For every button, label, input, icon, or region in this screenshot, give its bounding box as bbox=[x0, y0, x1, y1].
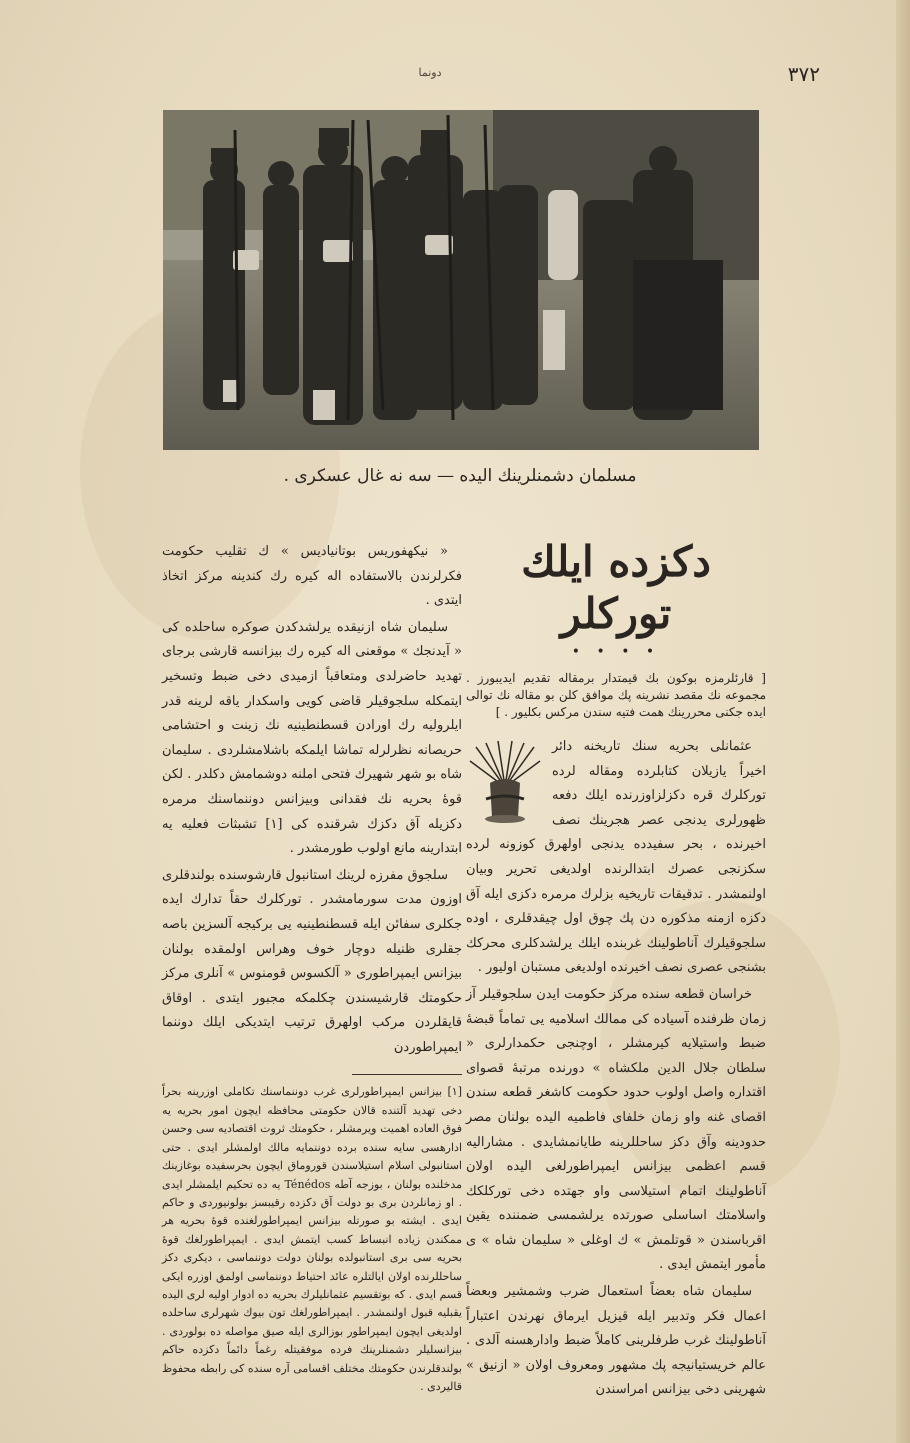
page-number: ٣٧٢ bbox=[787, 62, 820, 86]
running-head: دونما bbox=[418, 66, 442, 79]
paragraph: « نیكهفوریس بوتانیادیس » ك تقلیب حكومت فكرلرندن بالاستفاده اله كیره رك كندینه مركز اتخاذ ایتدی . bbox=[162, 544, 462, 609]
paragraph: سلیمان شاه ازنیقده یرلشدكدن صوكره ساحلده كی « آیدنجك » موقعنی اله كیره رك بیزانسه قارشی برجای تهدید حاضرلدی ومتعاقباً ازمیدی دخی ضبط وتسخیر ایتمكله سلجوقیلر قاضی كویی واسكدار یاقه لرینه قدر ایلرولیه رك اورادن قسطنطینیه نك زینت و احتشامی حریصانه نظرلرله تماشا ایلمكه باشلامشلردی . سلیمان شاه بو شهر شهیرك فتحی املنه دوشمامش دكلدر . لكن قوهٔ بحریه نك فقدانی وبیزانس دوننماسنك مرمره دكزیله آق دكزك شرقنده كی [١] تشبثات فعلیه یه ابتدارینه مانع اولوب طورمشدر . bbox=[162, 619, 463, 857]
paragraph: سلجوق مفرزه لرینك استانبول قارشوسنده بولندقلری اوزون مدت سورمامشدر . توركلرك حقاً تدارك ایده جكلری سفائن ایله قسطنطینیه یی بركیجه آلسزین باصه جقلری ظنیله دوچار خوف وهراس اولمقده بولنان بیزانس ایمپراطوری « آلكسوس قومنوس » آنلری مركز حكومتك قارشیسندن چكلمكه مجبور ایتدی . اوقاق قایقلردن مركب اولهرق ترتیب ایتدیكی ایلك دوننما ایمپراطوردن bbox=[162, 867, 462, 1055]
paragraph: عثمانلی بحریه سنك تاریخنه دائر اخیراً یازیلان كتابلرده ومقاله لرده توركلرك قره دكزلزاوزرنده ایلك دفعه ظهورلری یدنجی عصر هجرینك نصف اخیرنده ، بحر سفیدده یدنجی اولهرق كوزونه لرده سكزنجی عصرك ابتدالرنده اولدیغی تحریر وبیان اولنمشدر . تدقیقات تاریخیه بزلرك مرمره دكزی ایله آق دكزه ازمنه مذكوره دن پك چوق اول چیقدقلری ، اوده سلجوقیلرك آناطولینك غربنده ایلك یرلشدكلری محركك بشنجی عصری نصف اخیرنده اولدیغی مستبان اولیور . bbox=[466, 739, 766, 976]
right-column bbox=[466, 536, 766, 1405]
photo-caption: مسلمان دشمنلرینك الیده — سه نه غال عسكری . bbox=[283, 466, 637, 486]
editorial-intro: [ قارئلرمزه بوكون بك قیمتدار برمقاله تقدیم ایدیبورز . مجموعه نك مقصد نشرینه پك موافق كلن بو مقاله نك توالی ایده جكنی محررینك همت فتیه سندن مركس بكلیور . ] bbox=[466, 671, 766, 719]
sheaf-emblem-icon bbox=[466, 739, 544, 825]
paragraph: سلیمان شاه بعضاً استعمال ضرب وشمشیر وبعضاً اعمال فكر وتدبیر ایله قیزیل ایرماق نهرندن اعتباراً آناطولینك غرب طرفلرینی كاملاً ضبط وادارهسنه آلدی . عالم خریستیانیجه پك مشهور ومعروف اولان « ازنیق » شهرینی دخی بیزانس امراسندن bbox=[466, 1284, 766, 1398]
footnote-rule bbox=[352, 1074, 462, 1075]
paragraph: خراسان قطعه سنده مركز حكومت ایدن سلجوقیلر آز زمان ظرفنده آسیاده كی ممالك اسلامیه یی تماماً قبضهٔ ضبط واستیلایه كیرمشلر ، اوچنجی حكمدارلری « سلطان جلال الدین ملكشاه » دورنده مرتبهٔ قصوای اقتداره واصل اولوب حدود حكومت كاشغر قطعه سندن اقصای غنه واو زمان خلفای فاطمیه الیده بولنان مصر حدودینه وآق دكز ساحللرینه طایانمشایدی . مشارالیه قسم اعظمی بیزانس ایمپراطورلغی الیده اولان آناطولینك اتمام استیلاسی واو جهتده دخی توركلكك واسلامتك اساسلی صورتده یرلشمسی ضمننده یقین اقرباسندن « قوتلمش » ك اوغلی « سلیمان شاه » ی مأمور ایتمش ایدی . bbox=[466, 986, 766, 1273]
page-edge bbox=[896, 0, 910, 1443]
footnote: [١] بیزانس ایمپراطورلری غرب دوننماسنك تكاملی اوزرینه بحراً دخی تهدید آلتنده قالان حكومتی محافظه ایچون امور بحریه یه فوق العاده اهمیت ویرمشلر ، حكومتك ثروت اقتصادیه سی وحسن ادارهسی سایه سنده برده دوننمایه مالك اولمشلر ایدی . حتی استانبولی اسلام استیلاسندن قوروماق ایچون بحرسفیده بوغازینك مدخلنده بولنان ، بوزجه آطه Ténédos یه ده تحكیم ایلمشلر ایدی . او زمانلردن بری بو دولت آق دكزده رقیبسز بولونیوردی و حاكم ایدی . ایشته بو صورتله بیزانس ایمپراطورلغنده قوهٔ بحریه هر ممكندن زیاده انبساط كسب ایتمش ایدی . ایمپراطورلغك قوهٔ بحریه سی بری استانبولده بولنان دولت دوننماسی ، دیكری دكز ساحللرنده اولان ایالتلره عائد احتیاط دوننماسی اولمق اوزره ایكی قسم ایدی . كه بوتقسیم عثمانلیلرك بحریه ده ادوار اولیه لری الیده یقبلیه قبول اولنمشدر . ایمپراطورلغك تون بیوك شهرلری ساحلده اولدیغی ایچون ایمپراطور بوزالری ایله صیق مواصله ده بولوردی . بیزانسلیلر دشمنلرینك فرده موفقیتله رغماً دائماً دكزده حاكم بولندقلرندن حكومتك مختلف اقسامی آره سنده كی رابطه محفوظ قالیردی . bbox=[162, 1085, 462, 1393]
article-title: دكزده ایلك توركلر bbox=[521, 537, 711, 638]
emblem-vignette bbox=[466, 739, 544, 825]
photograph bbox=[163, 110, 759, 450]
soldiers-photo-illustration bbox=[163, 110, 759, 450]
left-column bbox=[162, 540, 462, 1396]
title-ornament: • • • • bbox=[571, 644, 661, 660]
